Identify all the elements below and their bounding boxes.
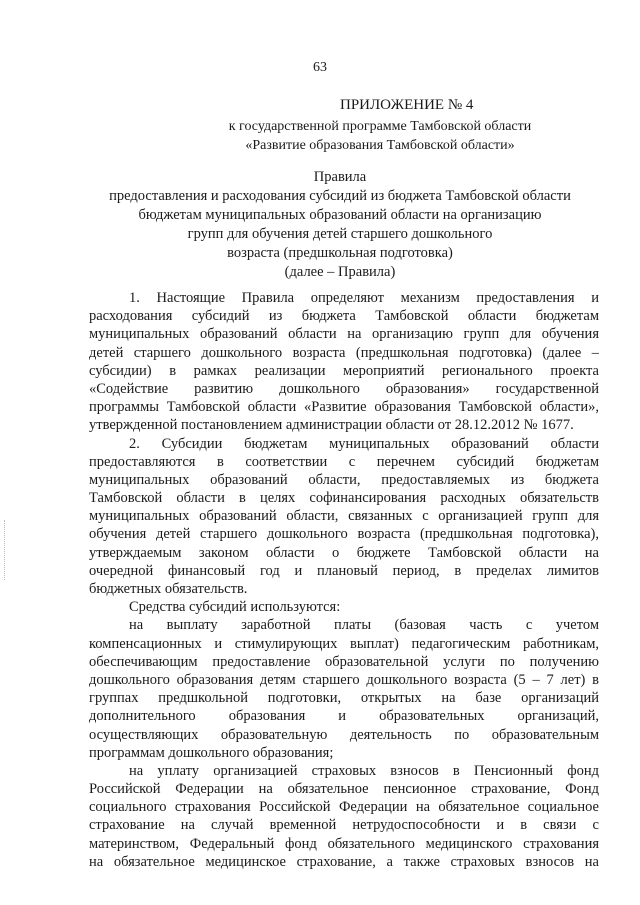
title-line-3: бюджетам муниципальных образований области на организацию [138,207,542,223]
body-line: группах предшкольной подготовки, открытых на базе организаций [89,690,599,707]
body-line: программам дошкольного образования; [89,744,334,761]
body-line: на выплату заработной платы (базовая часть с учетом [129,617,599,634]
body-line: муниципальных образований области, предоставляемых из бюджета [89,471,599,488]
document-body [89,289,599,871]
title-line-4: групп для обучения детей старшего дошкольного [187,226,493,242]
body-line: социального страхования Российской Федерации на обязательное социальное [89,799,599,816]
title-line-2: предоставления и расходования субсидий из бюджета Тамбовской области [109,188,571,204]
body-line: муниципальных образований области, связанных с организацией групп для [89,508,599,525]
document-title [60,168,620,282]
appendix-line-1: к государственной программе Тамбовской области [228,119,532,134]
body-line: обеспечивающим предоставление образовательной услуги по получению [89,653,599,670]
body-line: материнством, Федеральный фонд обязательного медицинского страхования [89,835,599,852]
title-line-6: (далее – Правила) [284,264,396,280]
body-line: Российской Федерации на обязательное пенсионное страхование, Фонд [89,781,599,798]
body-line: «Содействие развитию дошкольного образования» государственной [89,380,599,397]
body-line: утвержденной постановлением администрации области от 28.12.2012 № 1677. [89,417,574,434]
body-line: субсидии) в рамках реализации мероприятий регионального проекта [89,362,599,379]
body-line: на обязательное медицинское страхование, а также страховых взносов на [89,853,599,870]
body-line: обучения детей старшего дошкольного возраста (предшкольная подготовка), [89,526,599,543]
page-number: 63 [313,60,327,75]
body-line: программы Тамбовской области «Развитие образования Тамбовской области», [89,399,599,416]
body-line: 2. Субсидии бюджетам муниципальных образований области [129,435,599,452]
appendix-annotation [120,117,640,155]
title-line-5: возраста (предшкольная подготовка) [227,245,453,261]
body-line: страхование на случай временной нетрудоспособности и в связи с [89,817,599,834]
body-line: на уплату организацией страховых взносов в Пенсионный фонд [129,762,599,779]
body-line: утверждаемым законом области о бюджете Тамбовской области на [89,544,599,561]
body-line: муниципальных образований области на организацию групп для обучения [89,326,599,343]
title-line-1: Правила [313,169,367,185]
body-line: дошкольного образования детям старшего дошкольного возраста (5 – 7 лет) в [89,671,599,688]
body-line: расходования субсидий из бюджета Тамбовской области бюджетам [89,308,599,325]
body-line: предоставляются в соответствии с перечнем субсидий бюджетам [89,453,599,470]
body-line: компенсационных и стимулирующих выплат) педагогическим работникам, [89,635,599,652]
body-line: Тамбовской области в целях софинансирования расходных обязательств [89,490,599,507]
body-line: 1. Настоящие Правила определяют механизм предоставления и [129,290,599,306]
body-line: очередной финансовый год и плановый период, в пределах лимитов [89,562,599,579]
body-line: детей старшего дошкольного возраста (предшкольная подготовка) (далее – [89,344,599,361]
body-line: бюджетных обязательств. [89,581,248,597]
body-line: дополнительного образования и образовательных организаций, [89,708,599,725]
appendix-heading: ПРИЛОЖЕНИЕ № 4 [340,97,474,113]
body-line: Средства субсидий используются: [129,599,341,616]
body-line: осуществляющих образовательную деятельность по образовательным [89,726,599,743]
appendix-line-2: «Развитие образования Тамбовской области» [245,138,515,153]
margin-scan-mark [4,520,8,580]
